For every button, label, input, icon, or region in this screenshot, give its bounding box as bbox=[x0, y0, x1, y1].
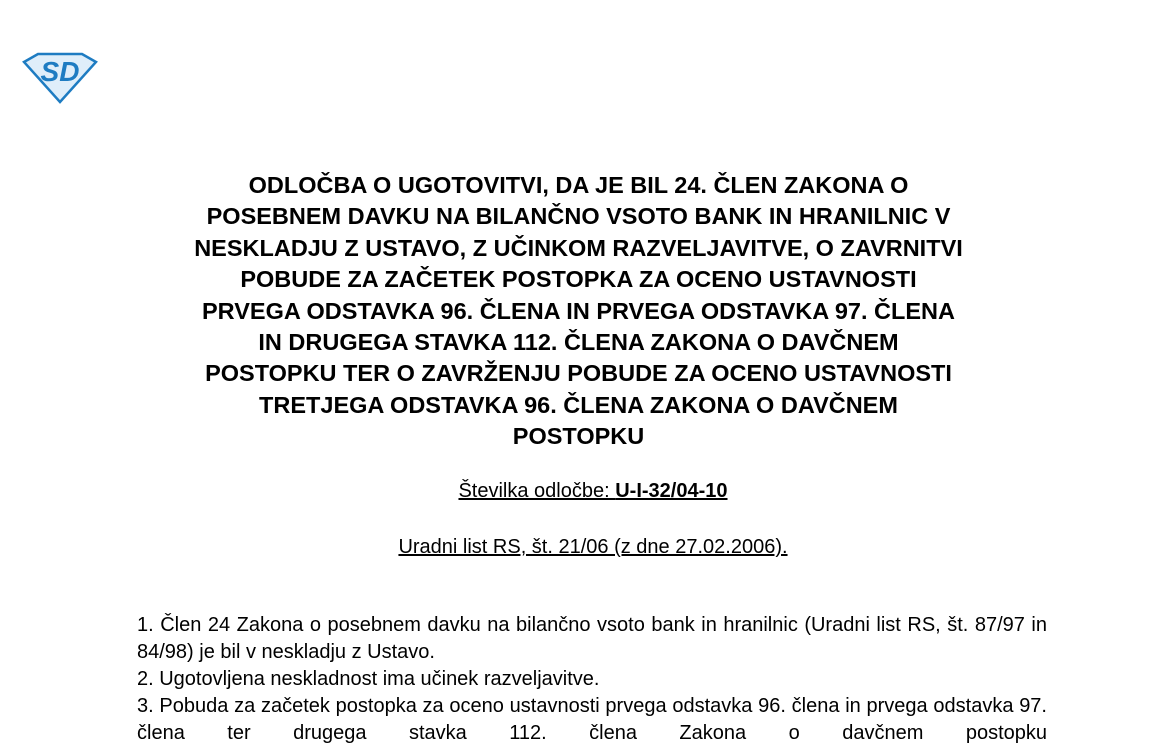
title-line: NESKLADJU Z USTAVO, Z UČINKOM RAZVELJAVITVE, O ZAVRNITVI bbox=[194, 234, 963, 261]
title-line: ODLOČBA O UGOTOVITVI, DA JE BIL 24. ČLEN ZAKONA O bbox=[248, 172, 909, 198]
court-logo bbox=[22, 50, 98, 104]
logo-monogram: SD bbox=[40, 56, 80, 87]
decision-point: 2. Ugotovljena neskladnost ima učinek razveljavitve. bbox=[137, 668, 600, 690]
title-line: TRETJEGA ODSTAVKA 96. ČLENA ZAKONA O DAVČNEM bbox=[259, 391, 898, 418]
title-line: POBUDE ZA ZAČETEK POSTOPKA ZA OCENO USTAVNOSTI bbox=[240, 266, 917, 293]
decision-point: 1. Člen 24 Zakona o posebnem davku na bilančno vsoto bank in hranilnic (Uradni list RS, št. 87/97 in 84/98) je bil v neskladju z Ustavo. bbox=[137, 614, 1047, 663]
document-title bbox=[130, 170, 1027, 453]
decision-number-value: U-I-32/04-10 bbox=[615, 480, 728, 502]
title-line: PRVEGA ODSTAVKA 96. ČLENA IN PRVEGA ODSTAVKA 97. ČLENA bbox=[202, 297, 955, 324]
title-line: POSTOPKU TER O ZAVRŽENJU POBUDE ZA OCENO USTAVNOSTI bbox=[205, 360, 952, 387]
decision-label: Številka odločbe: bbox=[458, 480, 616, 502]
gazette-reference: Uradni list RS, št. 21/06 (z dne 27.02.2006). bbox=[398, 536, 788, 558]
decision-number bbox=[0, 479, 1157, 503]
title-line: POSEBNEM DAVKU NA BILANČNO VSOTO BANK IN HRANILNIC V bbox=[206, 203, 951, 230]
decision-body bbox=[137, 612, 1047, 747]
title-line: IN DRUGEGA STAVKA 112. ČLENA ZAKONA O DAVČNEM bbox=[258, 329, 899, 356]
title-line: POSTOPKU bbox=[512, 423, 645, 450]
decision-point: 3. Pobuda za začetek postopka za oceno ustavnosti prvega odstavka 96. člena in prvega odstavka 97. člena ter drugega stavka 112. člena Zakona o davčnem postopku bbox=[137, 695, 1047, 744]
